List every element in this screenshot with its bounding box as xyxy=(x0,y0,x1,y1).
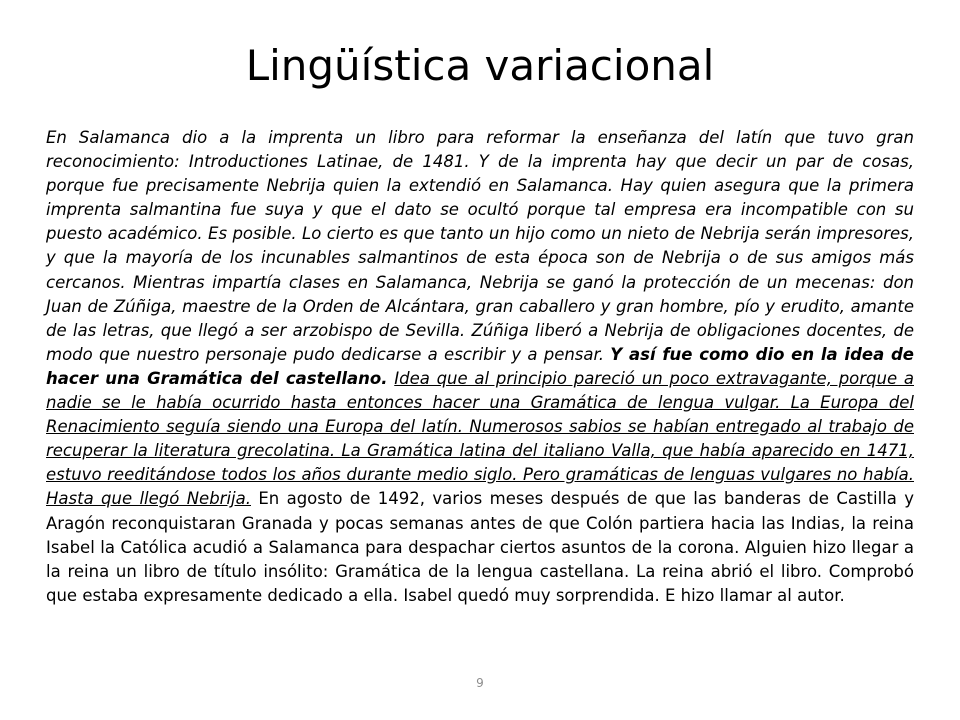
slide-title: Lingüística variacional xyxy=(245,41,715,90)
body-plain-text: En agosto de 1492, varios meses después de que las banderas de Castilla y Aragón reconquistaran Granada y pocas semanas antes de que Colón partiera hacia las Indias, la reina Isabel la Católica acudió a Salamanca para despachar ciertos asuntos de la corona. Alguien hizo llegar a la reina un libro de título insólito: Gramática de la lengua castellana. La reina abrió el libro. Comprobó que estaba expresamente dedicado a ella. Isabel quedó muy sorprendida. E hizo llamar al autor. xyxy=(46,489,914,605)
body-italic-text: En Salamanca dio a la imprenta un libro para reformar la enseñanza del latín que tuvo gran reconocimiento: Introductiones Latinae, de 1481. Y de la imprenta hay que decir un par de cosas, porque fue precisamente Nebrija quien la extendió en Salamanca. Hay quien asegura que la primera imprenta salmantina fue suya y que el dato se ocultó porque tal empresa era incompatible con su puesto académico. Es posible. Lo cierto es que tanto un hijo como un nieto de Nebrija serán impresores, y que la mayoría de los incunables salmantinos de esta época son de Nebrija o de sus amigos más cercanos. Mientras impartía clases en Salamanca, Nebrija se ganó la protección de un mecenas: don Juan de Zúñiga, maestre de la Orden de Alcántara, gran caballero y gran hombre, pío y erudito, amante de las letras, que llegó a ser arzobispo de Sevilla. Zúñiga liberó a Nebrija de obligaciones docentes, de modo que nuestro personaje pudo dedicarse a escribir y a pensar. xyxy=(46,128,914,364)
body-underlined-text: Idea que al principio pareció un poco extravagante, porque a nadie se le había ocurrido hasta entonces hacer una Gramática de lengua vulgar. La Europa del Renacimiento seguía siendo una Europa del latín. Numerosos sabios se habían entregado al trabajo de recuperar la literatura grecolatina. La Gramática latina del italiano Valla, que había aparecido en 1471, estuvo reeditándose todos los años durante medio siglo. Pero gramáticas de lenguas vulgares no había. Hasta que llegó Nebrija. xyxy=(46,368,914,509)
body-bold-text: Y así fue como dio en la idea de hacer una Gramática del castellano. xyxy=(46,344,914,388)
slide-body-paragraph xyxy=(46,126,914,608)
page-number: 9 xyxy=(476,676,484,690)
